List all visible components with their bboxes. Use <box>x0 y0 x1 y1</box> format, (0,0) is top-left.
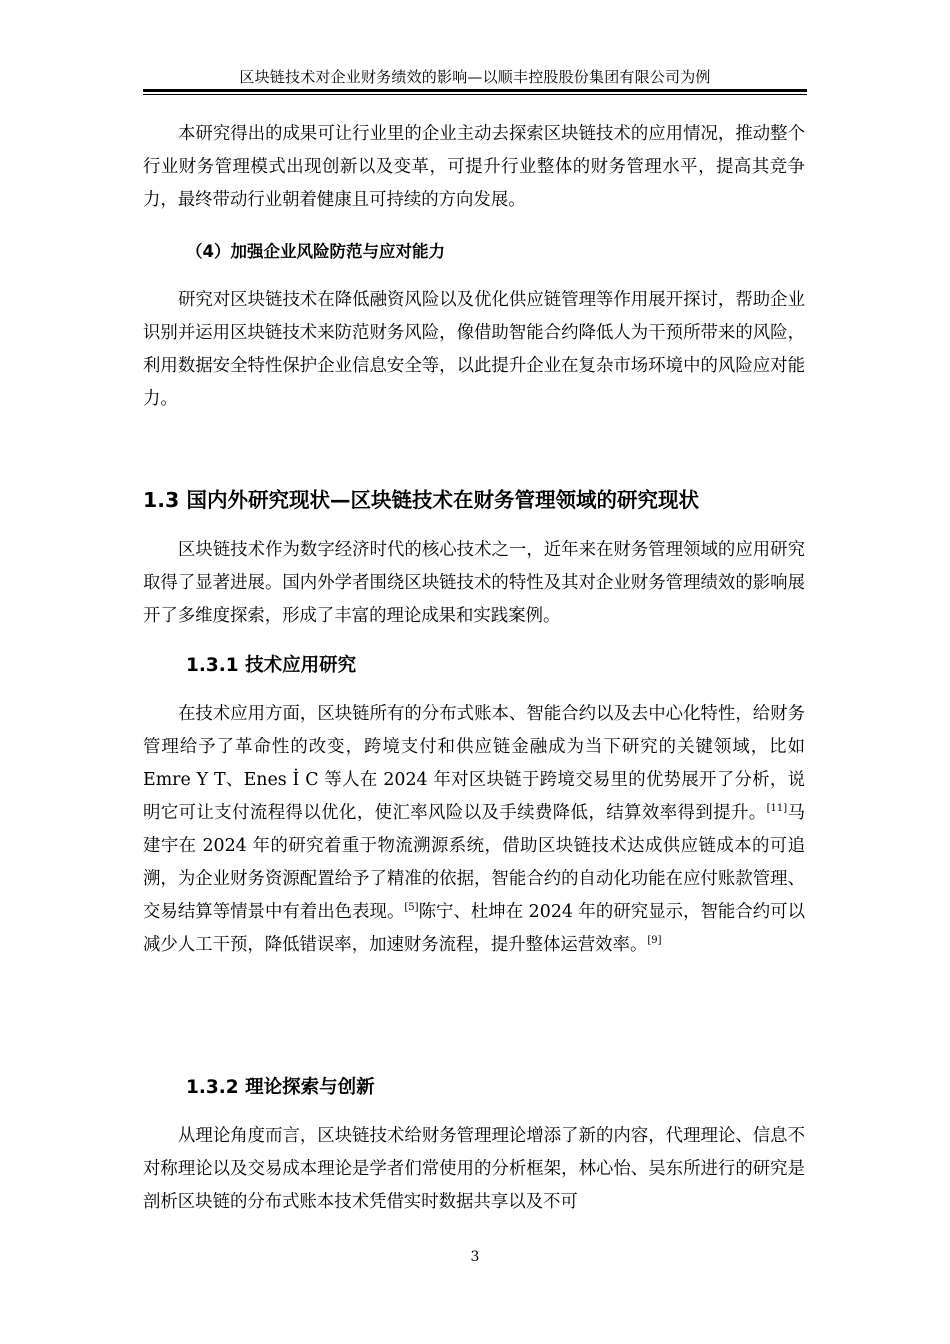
paragraph-theory-exploration: 从理论角度而言，区块链技术给财务管理理论增添了新的内容，代理理论、信息不对称理论以及交易成本理论是学者们常使用的分析框架，林心怡、吴东所进行的研究是剖析区块链的分布式账本技术凭借实时数据共享以及不可 <box>143 1126 805 1212</box>
section-heading-1-3: 1.3 国内外研究现状—区块链技术在财务管理领域的研究现状 <box>143 488 699 512</box>
paragraph-text-part: 陈宁、杜坤在 2024 年的研究显示，智能合约可以减少人工干预，降低错误率，加速财务流程，提升整体运营效率。 <box>143 902 805 955</box>
header-rule-thin <box>143 94 807 95</box>
paragraph-text-part: 在技术应用方面，区块链所有的分布式账本、智能合约以及去中心化特性，给财务管理给予了革命性的改变，跨境支付和供应链金融成为当下研究的关键领域，比如 Emre Y T、Enes İ C 等人在 2024 年对区块链于跨境交易里的优势展开了分析，说明它可让支付流程得以优化，使汇率风险以及手续费降低，结算效率得到提升。 <box>143 704 805 823</box>
subheading-risk-prevention: （4）加强企业风险防范与应对能力 <box>186 242 445 261</box>
page-number: 3 <box>470 1249 480 1265</box>
paragraph-industry-impact: 本研究得出的成果可让行业里的企业主动去探索区块链技术的应用情况，推动整个行业财务管理模式出现创新以及变革，可提升行业整体的财务管理水平，提高其竞争力，最终带动行业朝着健康且可持续的方向发展。 <box>143 124 805 210</box>
citation-ref: [9] <box>647 935 662 947</box>
citation-ref: [5] <box>404 902 419 914</box>
running-header: 区块链技术对企业财务绩效的影响—以顺丰控股股份集团有限公司为例 <box>239 68 711 86</box>
paragraph-risk-prevention: 研究对区块链技术在降低融资风险以及优化供应链管理等作用展开探讨，帮助企业识别并运用区块链技术来防范财务风险，像借助智能合约降低人为干预所带来的风险，利用数据安全特性保护企业信息安全等，以此提升企业在复杂市场环境中的风险应对能力。 <box>143 290 805 409</box>
section-heading-1-3-2: 1.3.2 理论探索与创新 <box>186 1077 375 1098</box>
paragraph-tech-application <box>143 698 805 962</box>
paragraph-research-overview: 区块链技术作为数字经济时代的核心技术之一，近年来在财务管理领域的应用研究取得了显著进展。国内外学者围绕区块链技术的特性及其对企业财务管理绩效的影响展开了多维度探索，形成了丰富的理论成果和实践案例。 <box>143 540 805 626</box>
paragraph-text-part: 马建宇在 2024 年的研究着重于物流溯源系统，借助区块链技术达成供应链成本的可追溯，为企业财务资源配置给予了精准的依据，智能合约的自动化功能在应付账款管理、交易结算等情景中有着出色表现。 <box>143 803 805 922</box>
header-rule-thick <box>143 89 807 92</box>
citation-ref: [11] <box>766 803 788 815</box>
section-heading-1-3-1: 1.3.1 技术应用研究 <box>186 655 357 676</box>
